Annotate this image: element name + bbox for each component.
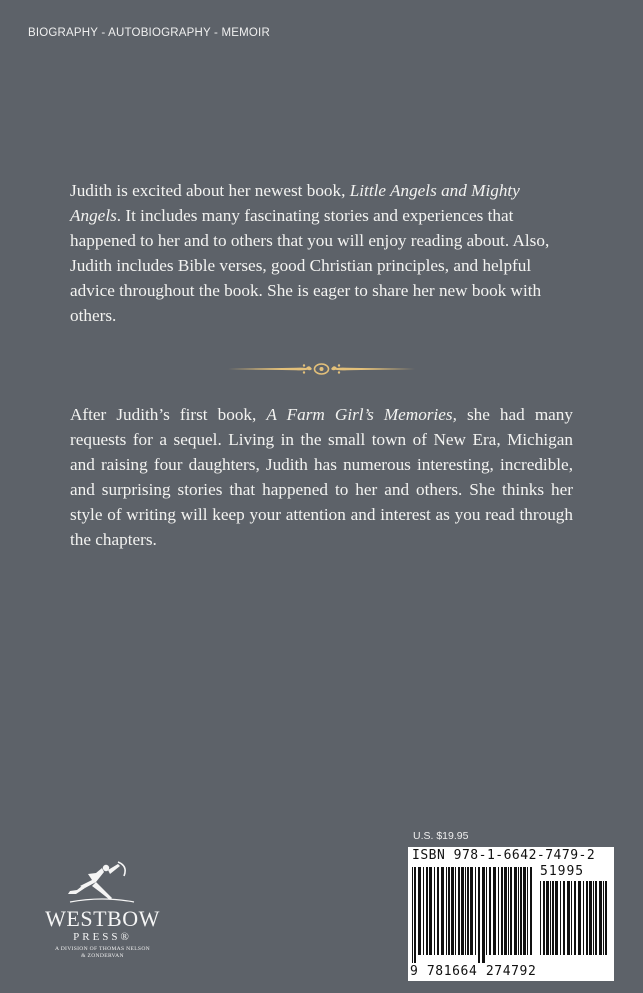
category-label: BIOGRAPHY - AUTOBIOGRAPHY - MEMOIR [28,27,270,39]
barcode-bar [510,867,512,955]
scroll-divider-icon [226,361,417,377]
publisher-logo [30,858,175,988]
barcode-bar [574,881,576,955]
barcode-bar [583,881,584,955]
barcode-bar [455,867,456,955]
description-paragraph-1 [70,178,573,328]
barcode-bar [599,881,602,955]
barcode-bar [605,881,607,955]
barcode-bar [514,867,517,955]
barcode-bar [560,881,561,955]
isbn-label: ISBN 978-1-6642-7479-2 [412,848,596,863]
barcode-bar [530,867,532,955]
barcode-bar [434,867,435,955]
barcode-bar [465,867,466,955]
barcode-bar [446,867,447,955]
barcode-bar [429,867,432,955]
barcode-bar [470,867,473,955]
barcode-bar [441,867,444,955]
paragraph-text: . It includes many fascinating stories and experiences that happened to her and to others that you will enjoy reading about. Also, Judith includes Bible verses, good Christian principles, and helpful advice throughout the book. She is eager to share her new book with others. [70,206,550,325]
publisher-division: & ZONDERVAN [81,953,124,959]
barcode-bar [482,867,485,963]
barcode-bar [603,881,604,955]
description-paragraph-2 [70,402,573,552]
barcode-bar [423,867,424,955]
barcode-bar [448,867,450,955]
barcode-bar [523,867,526,955]
leaping-figure-icon [30,858,175,906]
barcode-bar [504,867,507,955]
barcode-bar [414,867,416,963]
price-code: 51995 [540,864,585,879]
barcode-bar [543,881,545,955]
barcode-bar [418,867,421,955]
barcode-bar [461,867,464,955]
barcode-bar [478,867,480,963]
barcode-bar [475,867,476,955]
barcode-bar [451,867,454,955]
barcode-bar [567,881,570,955]
barcode-bar [501,867,503,955]
barcode-bar [540,881,541,955]
barcode-bar [437,867,439,955]
barcode-bar [489,867,491,955]
barcode-bar [412,867,413,963]
paragraph-text: After Judith’s first book, [70,405,267,424]
barcode-bar [467,867,469,955]
barcode-bar [426,867,428,955]
book-title: A Farm Girl’s Memories, [266,405,457,424]
isbn-digits: 9 781664 274792 [410,964,537,979]
paragraph-text: she had many requests for a sequel. Living in the small town of New Era, Michigan and raising four daughters, Judith has numerous interesting, incredible, and surprising stories that happened to her and others. She thinks her style of writing will keep your attention and interest as you read through the chapters. [70,405,573,549]
barcode-bar [586,881,588,955]
barcode-bar [486,867,487,955]
isbn-barcode [408,847,614,981]
paragraph-text: Judith is excited about her newest book, [70,181,350,200]
barcode-bar [527,867,528,955]
barcode-bar [571,881,572,955]
barcode-bar [518,867,519,955]
barcode-bar [493,867,496,955]
barcode-bar [458,867,460,955]
barcode-bar [508,867,509,955]
barcode-bar [593,881,594,955]
barcode-bar [563,881,565,955]
barcode-bar [555,881,558,955]
price-label: U.S. $19.95 [413,830,469,842]
price-barcode-bars [540,881,610,963]
publisher-press: PRESS® [73,931,132,943]
barcode-bar [589,881,592,955]
publisher-name: WESTBOW [45,906,160,931]
publisher-division: A DIVISION OF THOMAS NELSON [54,946,150,952]
barcode-bar [546,881,549,955]
barcode-bar [550,881,551,955]
barcode-bar [552,881,554,955]
barcode-bar [520,867,522,955]
barcode-bar [595,881,597,955]
barcode-bars [412,867,534,963]
barcode-bar [578,881,581,955]
barcode-bar [498,867,499,955]
book-title: Little Angels and Mighty Angels [70,181,520,225]
